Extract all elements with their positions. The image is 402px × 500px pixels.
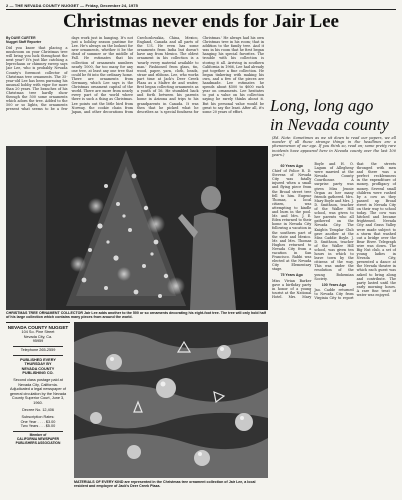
sidebar-section3-head: 100 Years Ago — [321, 282, 347, 287]
christmas-tree-photo — [6, 146, 268, 310]
sidebar-body — [272, 162, 396, 498]
byline-author: By DAVE CARTER — [6, 36, 36, 40]
masthead-address-2: Nevada City, Ca. — [23, 334, 53, 339]
masthead-box — [6, 322, 70, 500]
masthead-address-1: 104 So. Pine Street — [21, 330, 55, 334]
sidebar-section1-head: 60 Years Ago — [280, 164, 303, 168]
page-headline: Christmas never ends for Jair Lee — [62, 11, 339, 32]
masthead-member-2: CALIFORNIA NEWSPAPER — [16, 437, 60, 442]
masthead-rate-1: One Year . . . . $3.00 — [20, 419, 56, 424]
masthead-published-2: THURSDAY BY — [24, 362, 52, 367]
christmas-tree-photo-image — [6, 146, 268, 310]
masthead-rule — [13, 431, 63, 432]
top-rule — [6, 9, 396, 10]
masthead-rule — [13, 355, 63, 356]
sidebar-section1-text: Chief of Police R. D. Stevens of Nevada City was fatally injured when a small and flying piece from the Broad street tree fell to him. Eugene Thomas, a local citizen, was attempting to kindle and burn in the pool. Mr. and Mrs. J. E. Eden returned to their home in Nevada City following a vacation in the southern part of the state and Mexico. Mr. and Mrs. Thomas Hughes returned to Nevada City from a vacation in San Francisco. Rabbi was elected at the Nevada City Elementary stage. — [272, 169, 312, 272]
masthead-published-3: NEVADA COUNTY — [21, 366, 55, 371]
article-text: Did you know that placing a mushroom on your Christmas tree will bring you luck throughout the next year? It's just like catching a leprechaun or chimney sweep says Jair Lee, who is probably Nevada County's foremost collector of Christmas tree ornaments. The 35-year-old Lee has been pursuing his unusual hobby with vigor for more than 20 years. The branches of his Christmas tree hardly show through the 500 some ornaments which adorn the tree. Added to the 500 or so lights, the ornaments present what seems to be a few days work just in hanging. It's not just a holiday season pastime for Lee. He's always on the lookout for new ornaments, whether it be the dead of summer or the middle of Fall. He estimates that his collection of ornaments numbers nearly 1000, far too many for any one tree, at least any one tree that could be fit into the ordinary home. There are ornaments from Germany, which Lee says is the Christmas ornament capital of the world. There are more from nearly every part of the world where there is such a thing as Christmas. Lee points out the little bird from Norway, the cookie chain from Japan, and other decorations from Czechoslovakia, China, Mexico, England, Canada and all parts of the U.S. He even has some ornaments from India but doesn't have any from Mexico. The oldest ornament in his collection is a 'nearly every material available to man.' Fashioned from glass, tin, wood, paper, yarn, cloth, beads, straw and ribbons. Lee, who works part time at Jack's Deer Creek Plaza as a Maître de and waiter, first began collecting ornaments as a youth of 16. He stumbled back and forth between his parents home in Arizona and trips to his grandparents in Canada. It was then that he picked what he describes as 'a special fondness for Christmas.' He always had his own Christmas tree in his room; that in addition to the family tree. And it was in his room that he first began hanging his special favorites. The trouble with his collection is storing it all. Arriving in southern California in 1966, Lee had already put together a fine collection. He began tinkering with making his own, and a few of the pieces are handmade. Lee estimates he spends about $500 to $600 each year on ornaments. Lee hesitates to put a value on his collection saying he rarely thinks about it. But his personal value would be great to say the least. After all, it's some 20 years of effort. — [6, 36, 264, 114]
sidebar-section2-text: Miss Vivian Barker gave a birthday party in honor of a young tourist at the National Hotel. Mrs. Mary Boyle and H. O. Lagum of Allegheny were married at the Nevada County Courthouse. A surprise party was given Miss Jennie Organ as her many friends gathered. Mrs. Mary Boyle and Mrs. J. D. Smithson, teacher of the Waller Hill school, was given to her parents who all gathered on the Nevada City. The Knights Templar Club gave another at the Miss Caddie Boyle. J. D. Smithson, teacher of the Waller Hill school, was given ten hours in which to leave town by the citizens of the way. This was under the resolution of the young Bohemian Society. — [272, 162, 354, 299]
masthead-decree: Decree No. 12,406 — [22, 407, 54, 412]
masthead-published-1: PUBLISHED EVERY — [20, 357, 56, 362]
masthead-member-3: PUBLISHERS ASSOCIATION — [15, 441, 61, 446]
ornament-photo-caption: MATERIALS OF EVERY KIND are represented in the Christmas tree ornament collection of Jair Lee, a local resident and employee of Jack's Deer Creek Plaza. — [74, 480, 256, 489]
article-body — [6, 36, 264, 144]
tree-photo-caption: CHRISTMAS TREE ORNAMENT COLLECTOR Jair Lee adds another to the 500 or so ornaments decorating his eight-foot tree. The tree will only hold half of his large collection which contains many pieces from around the world. — [6, 311, 266, 320]
masthead-address-3: 95959 — [32, 339, 44, 344]
sidebar-intro: (Ed. Note: Sometimes as we sit down to read our papers, we all wonder if all these strange things in the headlines are a phenomenon of our age. If you think so, read on; some pretty rare incidents have appeared here in Nevada county over the last 100 years.) — [272, 136, 396, 157]
sidebar-section3-text: Jno. Cadde returned to Nevada City from Virginia City to report that the streets thronged with men and there was a perfect recklessness in the expenditure of money, profligacy of money. Several small children were rushed by a cow as they passed up Broad street in Nevada City on their way to school today. The cow was hitched and became frightened. Nevada City and Grass Valley were made subject to a storm that washed out a bridge over the Bear River. Telegraph wire was down. The Big Nut club, a set of young ladies in Nevada City, presented a dance at the Nevada theatre in which each guest was asked to bring along and contribute. The party lasted until the early morning hours. A rare fine treat of water was enjoyed. — [314, 162, 396, 300]
masthead-phone: Telephone 265-2559 — [20, 348, 56, 353]
masthead-rule — [13, 346, 63, 347]
masthead-paper-name: NEVADA COUNTY NUGGET — [7, 325, 69, 330]
sidebar-section2-head: 75 Years Ago — [280, 273, 303, 278]
byline — [6, 36, 68, 44]
ornament-closeup-photo — [74, 322, 268, 478]
masthead-postage: Second class postage paid at Nevada City, California. Adjudicated a legal newspaper of general circulation by the Nevada County Superior Court, June 3, 1960. — [9, 377, 67, 405]
sidebar-title-line1: Long, long ago — [270, 96, 374, 115]
masthead-published-4: PUBLISHING CO. — [22, 371, 54, 376]
masthead-rate-2: Two Years . . . $5.00 — [20, 424, 56, 429]
running-head: 2 — THE NEVADA COUNTY NUGGET — Friday, December 24, 1975 — [6, 3, 138, 8]
masthead-member-1: Member of — [29, 433, 47, 438]
sidebar-title-line2: in Nevada county — [270, 115, 389, 134]
masthead-rates-title: Subscription Rates: — [21, 415, 55, 420]
sidebar-title — [270, 96, 398, 134]
ornament-closeup-photo-image — [74, 322, 268, 478]
byline-title: Nugget Staff Reporter — [6, 40, 42, 44]
